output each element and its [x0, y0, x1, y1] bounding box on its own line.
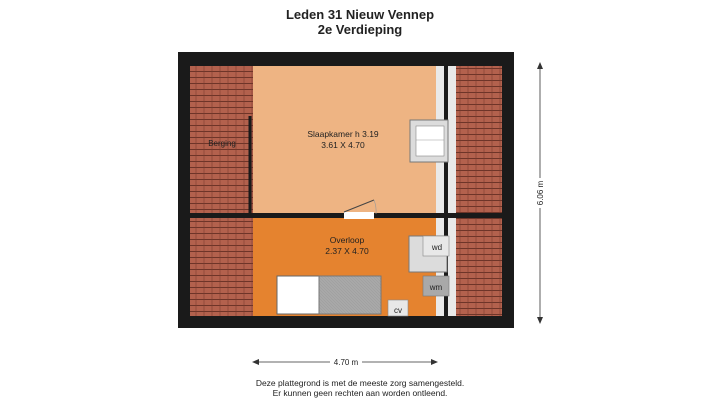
floor-label: 2e Verdieping — [317, 22, 403, 37]
bedroom-size: 3.61 X 4.70 — [321, 140, 365, 150]
landing-name: Overloop — [329, 235, 365, 245]
height-value: 6.06 m — [536, 180, 545, 206]
disclaimer-line-1: Deze plattegrond is met de meeste zorg samengesteld. — [255, 378, 465, 388]
storage-name: Berging — [208, 139, 236, 148]
bed — [277, 276, 319, 314]
dryer-label: wd — [431, 243, 443, 252]
staircase — [319, 276, 381, 314]
landing-size: 2.37 X 4.70 — [325, 246, 369, 256]
height-dimension — [534, 62, 546, 324]
bedroom-name: Slaapkamer h 3.19 — [307, 129, 379, 139]
plan-title: Leden 31 Nieuw Vennep — [285, 7, 435, 22]
width-dimension — [252, 356, 438, 368]
bedroom-door — [344, 212, 374, 219]
boiler-label: cv — [394, 306, 402, 315]
width-value: 4.70 m — [333, 358, 359, 367]
roof-right-bottom — [456, 218, 502, 316]
washer-label: wm — [429, 283, 443, 292]
disclaimer-line-2: Er kunnen geen rechten aan worden ontleend. — [272, 388, 448, 398]
roof-right-top — [456, 66, 502, 214]
roof-left-bottom — [190, 218, 253, 316]
